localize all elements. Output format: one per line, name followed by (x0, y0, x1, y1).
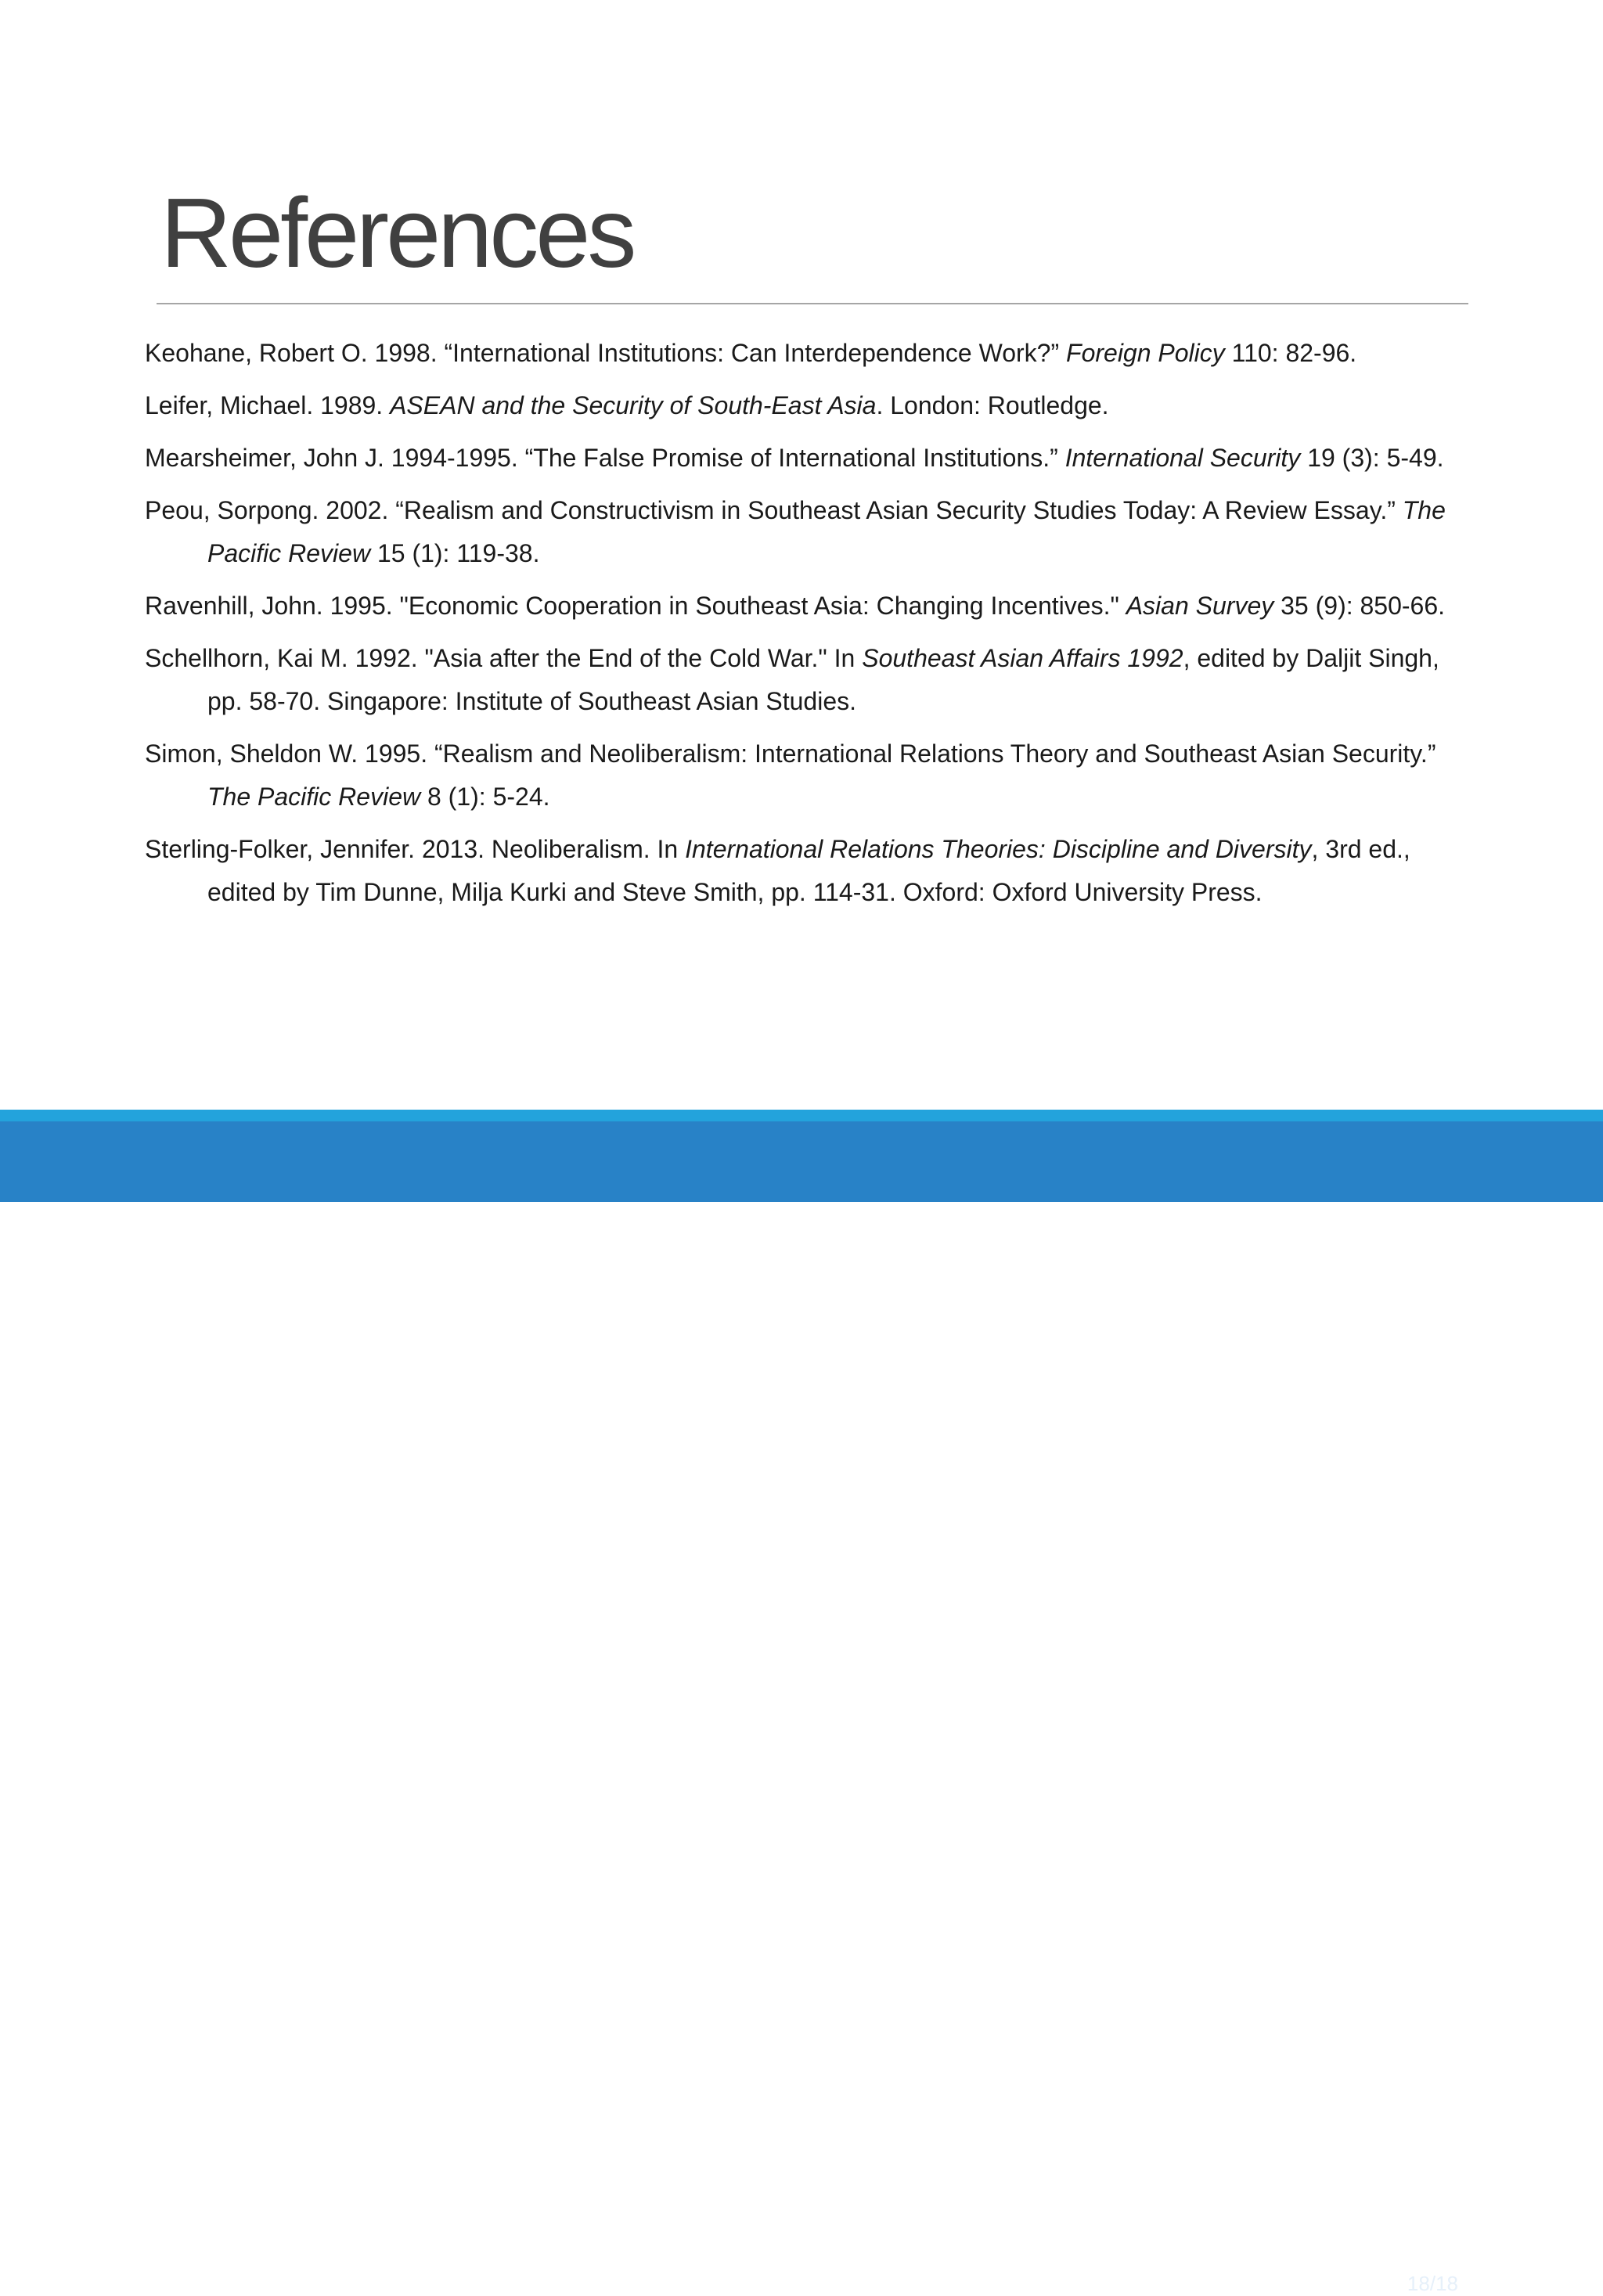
reference-text: 110: 82-96. (1224, 339, 1357, 367)
reference-source-title: The Pacific Review (207, 496, 1446, 567)
footer-accent-stripe (0, 1110, 1603, 1121)
reference-text: Mearsheimer, John J. 1994-1995. “The False Promise of International Institutions.” (145, 444, 1065, 472)
slide-title: References (160, 178, 634, 288)
reference-source-title: Southeast Asian Affairs 1992 (862, 644, 1183, 672)
reference-text: Peou, Sorpong. 2002. “Realism and Constructivism in Southeast Asian Security Studies Today: A Review Essay.” (145, 496, 1403, 524)
reference-source-title: Foreign Policy (1066, 339, 1225, 367)
reference-text: Leifer, Michael. 1989. (145, 391, 391, 419)
reference-item (145, 637, 1468, 723)
reference-list (145, 332, 1468, 923)
reference-text: Keohane, Robert O. 1998. “International Institutions: Can Interdependence Work?” (145, 339, 1067, 367)
reference-text: 35 (9): 850-66. (1273, 592, 1446, 620)
reference-item (145, 332, 1468, 375)
reference-text: , edited by Daljit Singh, pp. 58-70. Singapore: Institute of Southeast Asian Studies. (207, 644, 1439, 715)
reference-item (145, 732, 1468, 819)
reference-text: 8 (1): 5-24. (420, 783, 550, 811)
reference-text: , 3rd ed., edited by Tim Dunne, Milja Kurki and Steve Smith, pp. 114-31. Oxford: Oxford University Press. (207, 835, 1410, 906)
reference-source-title: Asian Survey (1126, 592, 1274, 620)
page-number: 18/18 (1407, 2272, 1458, 2295)
reference-source-title: International Relations Theories: Discipline and Diversity (685, 835, 1312, 863)
reference-text: Sterling-Folker, Jennifer. 2013. Neoliberalism. In (145, 835, 686, 863)
reference-item (145, 585, 1468, 628)
reference-source-title: The Pacific Review (207, 783, 421, 811)
reference-text: 15 (1): 119-38. (370, 539, 540, 567)
reference-item (145, 384, 1468, 427)
reference-item (145, 437, 1468, 480)
reference-item (145, 828, 1468, 914)
reference-text: Ravenhill, John. 1995. "Economic Cooperation in Southeast Asia: Changing Incentives." (145, 592, 1126, 620)
reference-text: Simon, Sheldon W. 1995. “Realism and Neoliberalism: International Relations Theory and Southeast Asian Security.” (145, 740, 1436, 768)
footer-bar (0, 1121, 1603, 2295)
reference-item (145, 489, 1468, 575)
reference-text: Schellhorn, Kai M. 1992. "Asia after the End of the Cold War." In (145, 644, 863, 672)
reference-text: . London: Routledge. (876, 391, 1109, 419)
reference-source-title: ASEAN and the Security of South-East Asia (390, 391, 877, 419)
title-divider (157, 303, 1468, 304)
reference-source-title: International Security (1064, 444, 1301, 472)
reference-text: 19 (3): 5-49. (1300, 444, 1444, 472)
